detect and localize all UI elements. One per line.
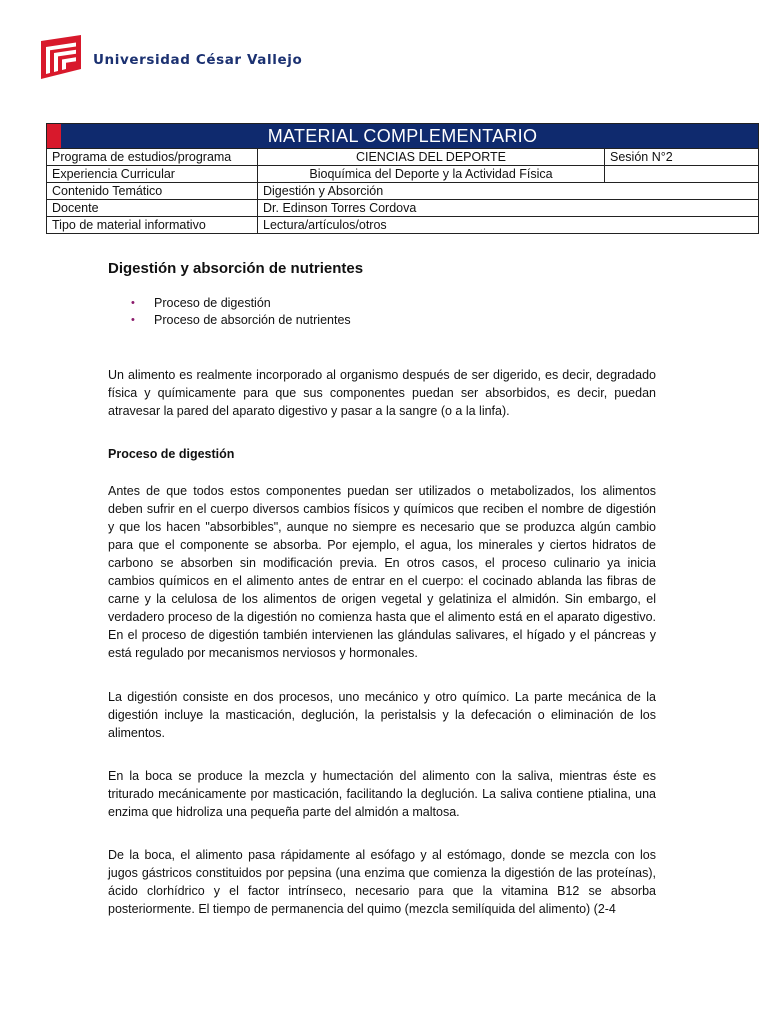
row-value: Lectura/artículos/otros [258, 217, 759, 234]
row-value: Dr. Edinson Torres Cordova [258, 200, 759, 217]
table-row [47, 166, 759, 183]
university-name: Universidad César Vallejo [93, 52, 303, 68]
row-label: Contenido Temático [47, 183, 258, 200]
list-item: • Proceso de absorción de nutrientes [128, 312, 656, 329]
table-row [47, 149, 759, 166]
row-value: CIENCIAS DEL DEPORTE [258, 149, 605, 166]
table-title [47, 124, 759, 149]
row-value: Digestión y Absorción [258, 183, 759, 200]
body-paragraph: La digestión consiste en dos procesos, uno mecánico y otro químico. La parte mecánica de la digestión incluye la masticación, deglución, la peristalsis y la defecación o eliminación de los alimentos. [108, 690, 656, 740]
table-row [47, 200, 759, 217]
session-number: Sesión N°2 [605, 149, 759, 166]
intro-paragraph: Un alimento es realmente incorporado al organismo después de ser digerido, es decir, degradado física y químicamente para que sus componentes puedan ser absorbidos, es decir, puedan atravesar la pared del aparato digestivo y pasar a la sangre (o a la linfa). [108, 368, 656, 418]
table-row [47, 183, 759, 200]
row-label: Tipo de material informativo [47, 217, 258, 234]
document-body [108, 260, 656, 918]
row-label: Experiencia Curricular [47, 166, 258, 183]
body-paragraph: De la boca, el alimento pasa rápidamente al esófago y al estómago, donde se mezcla con los jugos gástricos constituidos por pepsina (una enzima que comienza la digestión de las proteínas), ácido clorhídrico y el factor intrínseco, necesario para que la vitamina B12 se absorba posteriormente. El tiempo de permanencia del quimo (mezcla semilíquida del alimento) (2-4 [108, 848, 656, 916]
table-title-text: MATERIAL COMPLEMENTARIO [267, 126, 538, 146]
row-value: Bioquímica del Deporte y la Actividad Física [258, 166, 605, 183]
university-logo [41, 35, 302, 79]
title-accent-bar [47, 124, 61, 148]
section-heading: Digestión y absorción de nutrientes [108, 260, 364, 277]
body-paragraph: Antes de que todos estos componentes puedan ser utilizados o metabolizados, los alimentos deben sufrir en el cuerpo diversos cambios físicos y químicos que reciben el nombre de digestión y que los hacen "absorbibles", aunque no siempre es necesario que se produzca algún cambio para que el componente se absorba. Por ejemplo, el agua, los minerales y ciertos hidratos de carbono se absorben sin modificación previa. En otros casos, el proceso culinario ya inicia cambios químicos en el alimento antes de entrar en el cuerpo: el cocinado ablanda las fibras de carne y la celulosa de los alimentos de origen vegetal y gelatiniza el almidón. Sin embargo, el verdadero proceso de la digestión no comienza hasta que el alimento está en el aparato digestivo. En el proceso de digestión también intervienen las glándulas salivares, el hígado y el páncreas y está regulado por mecanismos nerviosos y hormonales. [108, 484, 656, 660]
ucv-shield-icon [41, 35, 81, 79]
subsection-heading: Proceso de digestión [108, 447, 235, 461]
row-label: Docente [47, 200, 258, 217]
list-item: • Proceso de digestión [128, 295, 656, 312]
course-info-table [46, 123, 759, 234]
topic-list [108, 295, 656, 329]
row-label: Programa de estudios/programa [47, 149, 258, 166]
table-title-row [47, 124, 759, 149]
table-row [47, 217, 759, 234]
body-paragraph: En la boca se produce la mezcla y humectación del alimento con la saliva, mientras éste es triturado mecánicamente por masticación, facilitando la deglución. La saliva contiene ptialina, una enzima que hidroliza una pequeña parte del almidón a maltosa. [108, 769, 656, 819]
empty-cell [605, 166, 759, 183]
